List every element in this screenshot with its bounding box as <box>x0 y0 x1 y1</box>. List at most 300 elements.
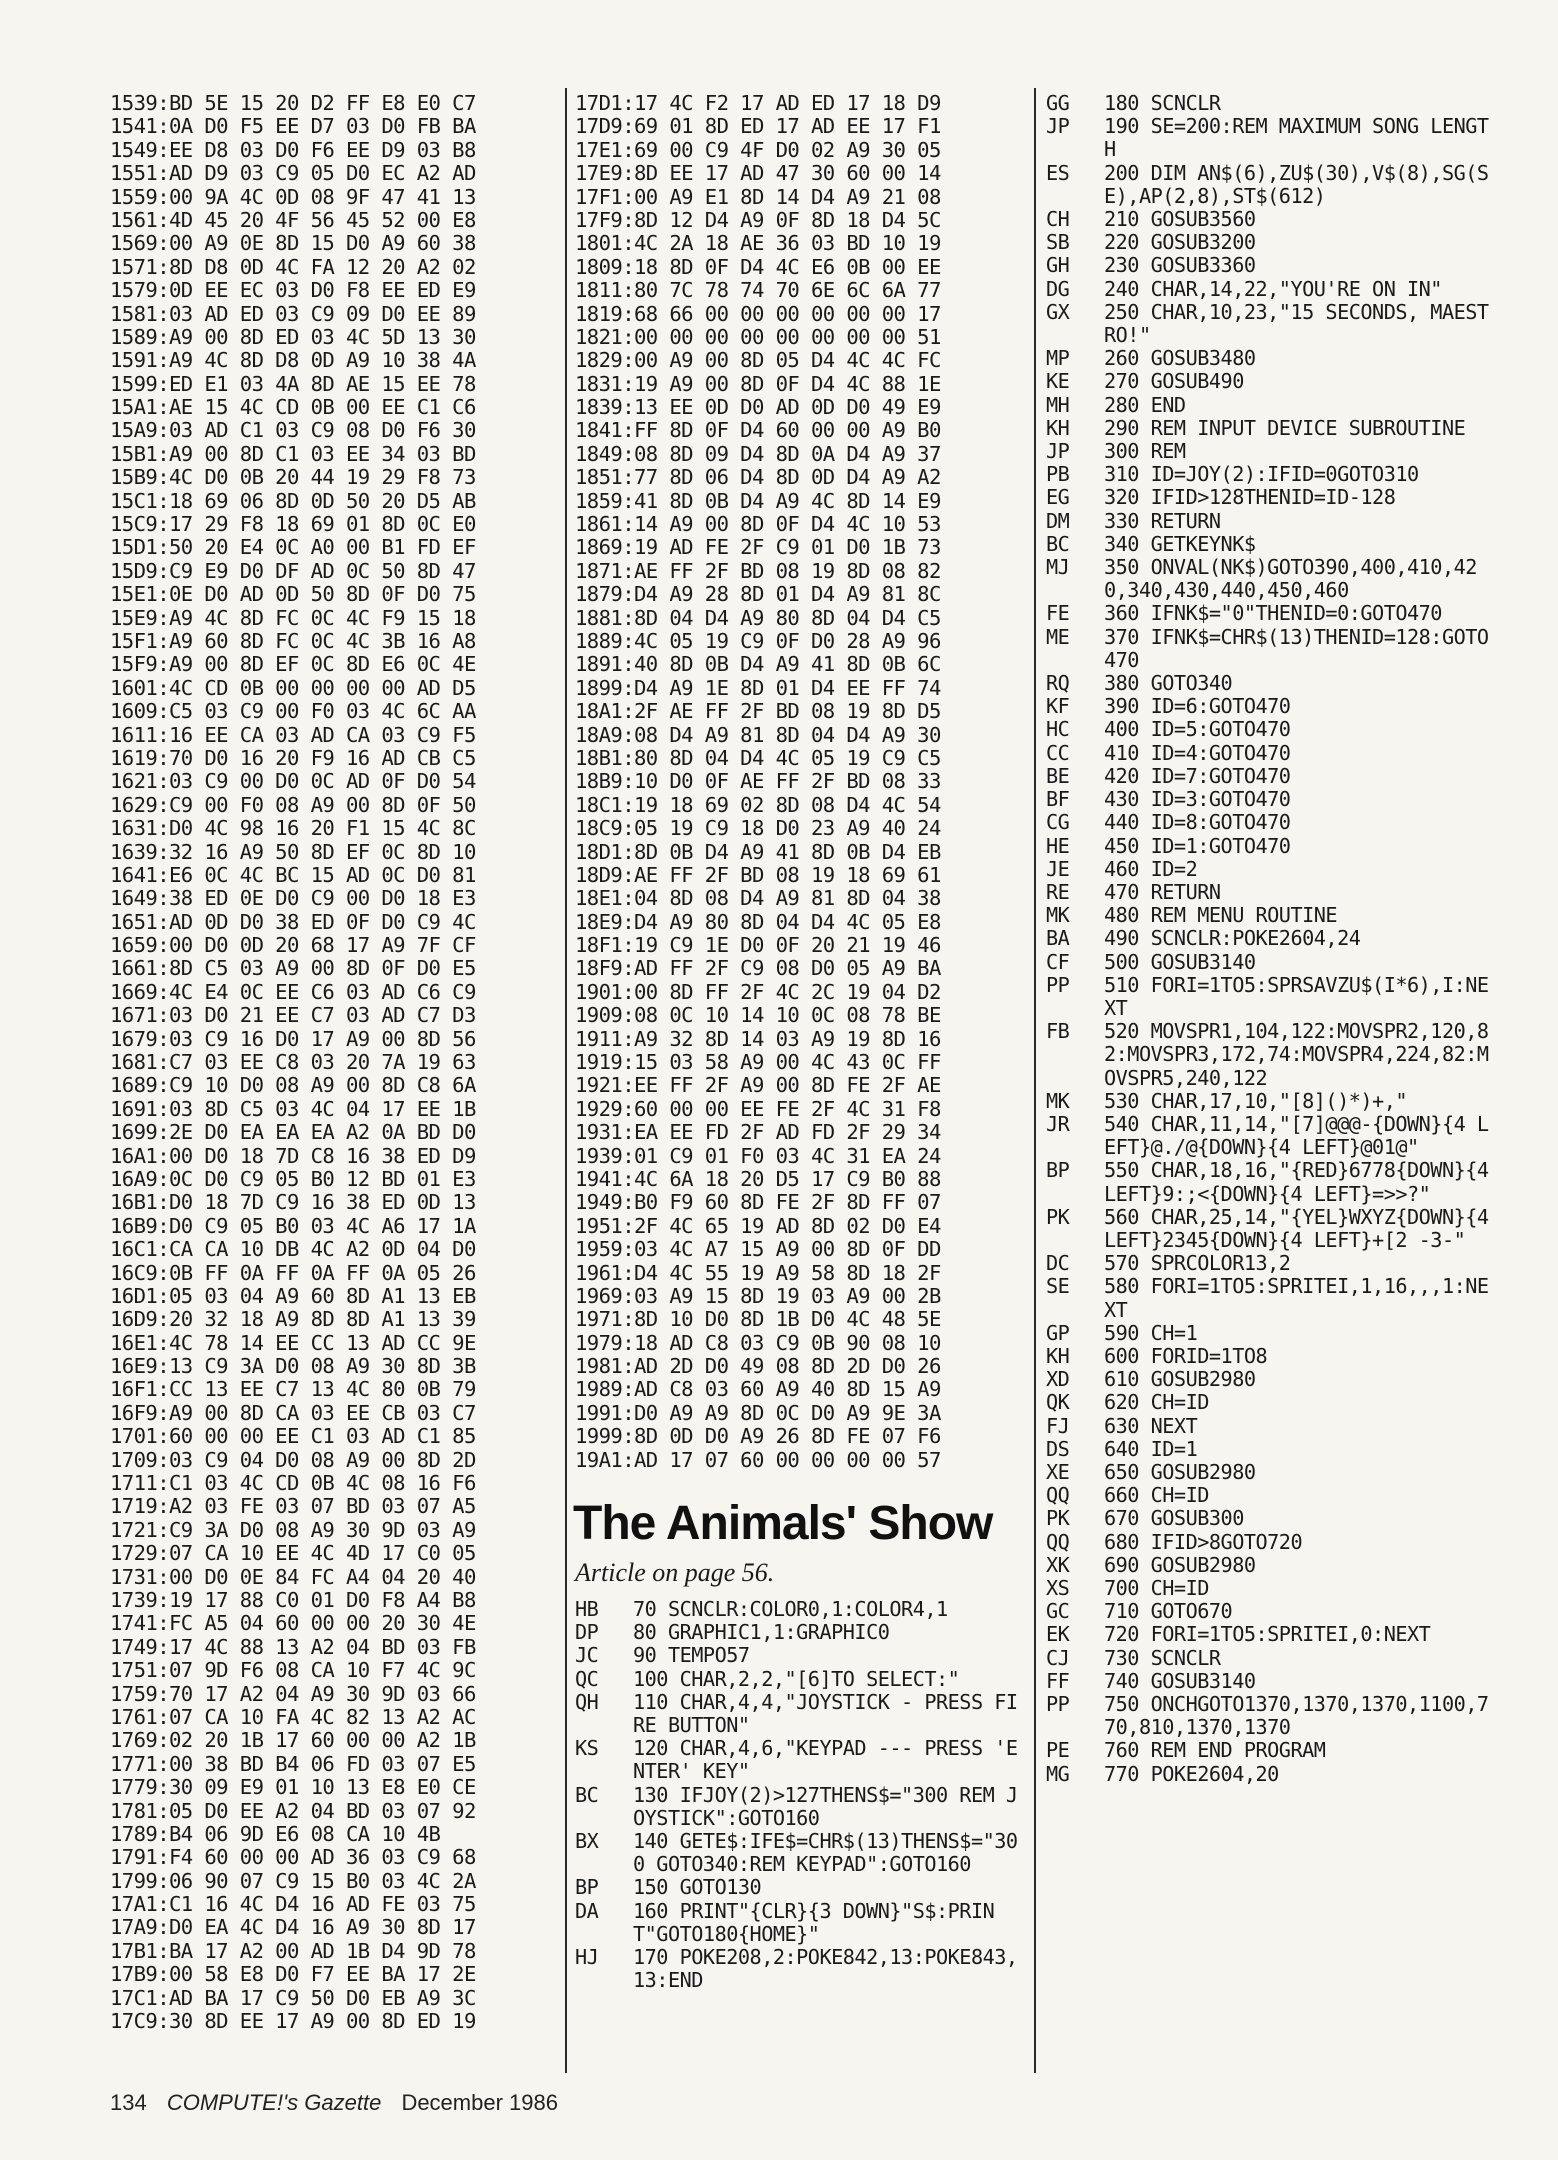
checksum: QQ <box>1046 1483 1070 1508</box>
hex-listing-column-1 <box>110 92 552 2033</box>
code-line <box>1046 626 1496 672</box>
code-line <box>1046 904 1496 927</box>
code-text: 730 SCNCLR <box>1104 1645 1221 1670</box>
hex-line: 1659:00 D0 0D 20 68 17 A9 7F CF <box>110 934 476 958</box>
hex-line: 1629:C9 00 F0 08 A9 00 8D 0F 50 <box>110 793 476 817</box>
hex-line: 1911:A9 32 8D 14 03 A9 19 8D 16 <box>575 1027 941 1051</box>
hex-line: 1619:70 D0 16 20 F9 16 AD CB C5 <box>110 746 476 770</box>
code-line <box>1046 1623 1496 1646</box>
code-text: 610 GOSUB2980 <box>1104 1367 1256 1392</box>
code-text: 450 ID=1:GOTO470 <box>1104 833 1291 858</box>
code-line <box>1046 811 1496 834</box>
hex-line: 16B9:D0 C9 05 B0 03 4C A6 17 1A <box>110 1214 476 1238</box>
code-line <box>575 1668 1027 1691</box>
hex-line: 1719:A2 03 FE 03 07 BD 03 07 A5 <box>110 1495 476 1519</box>
checksum: CC <box>1046 740 1070 765</box>
hex-line: 1809:18 8D 0F D4 4C E6 0B 00 EE <box>575 255 941 279</box>
code-text: 670 GOSUB300 <box>1104 1506 1244 1531</box>
checksum: PB <box>1046 462 1070 487</box>
page-footer <box>110 2090 558 2116</box>
hex-line: 18B9:10 D0 0F AE FF 2F BD 08 33 <box>575 770 941 794</box>
hex-line: 1549:EE D8 03 D0 F6 EE D9 03 B8 <box>110 138 476 162</box>
checksum: RQ <box>1046 671 1070 696</box>
code-line <box>1046 765 1496 788</box>
hex-line: 18C1:19 18 69 02 8D 08 D4 4C 54 <box>575 793 941 817</box>
hex-line: 16C1:CA CA 10 DB 4C A2 0D 04 D0 <box>110 1238 476 1262</box>
code-text: 100 CHAR,2,2,"[6]TO SELECT:" <box>633 1666 960 1691</box>
hex-line: 16E9:13 C9 3A D0 08 A9 30 8D 3B <box>110 1355 476 1379</box>
code-line <box>1046 510 1496 533</box>
checksum: KE <box>1046 369 1070 394</box>
hex-line: 1639:32 16 A9 50 8D EF 0C 8D 10 <box>110 840 476 864</box>
code-line <box>1046 1531 1496 1554</box>
code-line <box>1046 927 1496 950</box>
column-divider-right <box>1034 88 1036 2073</box>
code-text: 520 MOVSPR1,104,122:MOVSPR2,120,82:MOVSPR3,172,74:MOVSPR4,224,82:MOVSPR5,240,122 <box>1104 1019 1489 1090</box>
hex-line: 17B9:00 58 E8 D0 F7 EE BA 17 2E <box>110 1963 476 1987</box>
code-text: 330 RETURN <box>1104 508 1221 533</box>
hex-line: 17D9:69 01 8D ED 17 AD EE 17 F1 <box>575 115 941 139</box>
code-line <box>1046 1670 1496 1693</box>
hex-line: 1799:06 90 07 C9 15 B0 03 4C 2A <box>110 1869 476 1893</box>
hex-line: 1761:07 CA 10 FA 4C 82 13 A2 AC <box>110 1705 476 1729</box>
code-line <box>1046 533 1496 556</box>
code-text: 250 CHAR,10,23,"15 SECONDS, MAESTRO!" <box>1104 299 1489 348</box>
checksum: CG <box>1046 810 1070 835</box>
code-line <box>1046 1252 1496 1275</box>
hex-line: 1881:8D 04 D4 A9 80 8D 04 D4 C5 <box>575 606 941 630</box>
hex-line: 1991:D0 A9 A9 8D 0C D0 A9 9E 3A <box>575 1401 941 1425</box>
checksum: PK <box>1046 1506 1070 1531</box>
code-text: 430 ID=3:GOTO470 <box>1104 787 1291 812</box>
hex-line: 16A1:00 D0 18 7D C8 16 38 ED D9 <box>110 1144 476 1168</box>
code-text: 510 FORI=1TO5:SPRSAVZU$(I*6),I:NEXT <box>1104 972 1489 1020</box>
code-line <box>575 1621 1027 1644</box>
checksum: KS <box>575 1736 599 1761</box>
hex-line: 1571:8D D8 0D 4C FA 12 20 A2 02 <box>110 255 476 279</box>
code-line <box>1046 742 1496 765</box>
hex-line: 1621:03 C9 00 D0 0C AD 0F D0 54 <box>110 770 476 794</box>
hex-line: 1831:19 A9 00 8D 0F D4 4C 88 1E <box>575 372 941 396</box>
hex-line: 1901:00 8D FF 2F 4C 2C 19 04 D2 <box>575 980 941 1004</box>
checksum: FF <box>1046 1668 1070 1693</box>
code-text: 460 ID=2 <box>1104 856 1198 881</box>
hex-line: 1841:FF 8D 0F D4 60 00 00 A9 B0 <box>575 419 941 443</box>
hex-line: 1731:00 D0 0E 84 FC A4 04 20 40 <box>110 1565 476 1589</box>
hex-line: 1609:C5 03 C9 00 F0 03 4C 6C AA <box>110 700 476 724</box>
hex-line: 1909:08 0C 10 14 10 0C 08 78 BE <box>575 1004 941 1028</box>
code-line <box>575 1598 1027 1621</box>
checksum: GH <box>1046 253 1070 278</box>
code-text: 630 NEXT <box>1104 1413 1198 1438</box>
code-text: 560 CHAR,25,14,"{YEL}WXYZ{DOWN}{4 LEFT}2345{DOWN}{4 LEFT}+[2 -3-" <box>1104 1204 1501 1252</box>
checksum: DC <box>1046 1251 1070 1276</box>
hex-line: 1921:EE FF 2F A9 00 8D FE 2F AE <box>575 1074 941 1098</box>
code-line <box>575 1644 1027 1667</box>
hex-line: 17A9:D0 EA 4C D4 16 A9 30 8D 17 <box>110 1916 476 1940</box>
hex-line: 1961:D4 4C 55 19 A9 58 8D 18 2F <box>575 1261 941 1285</box>
hex-line: 1829:00 A9 00 8D 05 D4 4C 4C FC <box>575 349 941 373</box>
hex-line: 17A1:C1 16 4C D4 16 AD FE 03 75 <box>110 1893 476 1917</box>
code-line <box>1046 881 1496 904</box>
code-line <box>1046 1113 1496 1159</box>
checksum: QK <box>1046 1390 1070 1415</box>
checksum: MK <box>1046 903 1070 928</box>
code-line <box>1046 951 1496 974</box>
hex-line: 1879:D4 A9 28 8D 01 D4 A9 81 8C <box>575 583 941 607</box>
hex-line: 1559:00 9A 4C 0D 08 9F 47 41 13 <box>110 185 476 209</box>
hex-line: 1971:8D 10 D0 8D 1B D0 4C 48 5E <box>575 1308 941 1332</box>
hex-line: 15F9:A9 00 8D EF 0C 8D E6 0C 4E <box>110 653 476 677</box>
code-line <box>1046 162 1496 208</box>
code-line <box>1046 1368 1496 1391</box>
code-text: 170 POKE208,2:POKE842,13:POKE843,13:END <box>633 1945 1018 1993</box>
code-line <box>1046 1647 1496 1670</box>
hex-line: 1701:60 00 00 EE C1 03 AD C1 85 <box>110 1425 476 1449</box>
hex-line: 15B9:4C D0 0B 20 44 19 29 F8 73 <box>110 466 476 490</box>
hex-line: 1931:EA EE FD 2F AD FD 2F 29 34 <box>575 1121 941 1145</box>
hex-line: 1929:60 00 00 EE FE 2F 4C 31 F8 <box>575 1097 941 1121</box>
hex-line: 1861:14 A9 00 8D 0F D4 4C 10 53 <box>575 513 941 537</box>
code-line <box>1046 602 1496 625</box>
code-line <box>1046 1484 1496 1507</box>
hex-line: 1869:19 AD FE 2F C9 01 D0 1B 73 <box>575 536 941 560</box>
code-text: 270 GOSUB490 <box>1104 369 1244 394</box>
hex-line: 1641:E6 0C 4C BC 15 AD 0C D0 81 <box>110 863 476 887</box>
hex-line: 18A9:08 D4 A9 81 8D 04 D4 A9 30 <box>575 723 941 747</box>
code-line <box>575 1876 1027 1899</box>
code-line <box>575 1784 1027 1830</box>
magazine-name: COMPUTE!'s Gazette <box>166 2090 382 2115</box>
code-text: 110 CHAR,4,4,"JOYSTICK - PRESS FIRE BUTTON" <box>633 1689 1018 1738</box>
code-line <box>1046 1461 1496 1484</box>
page-number: 134 <box>110 2090 147 2115</box>
checksum: GG <box>1046 91 1070 115</box>
hex-line: 1819:68 66 00 00 00 00 00 00 17 <box>575 302 941 326</box>
code-line <box>1046 1763 1496 1786</box>
hex-line: 1539:BD 5E 15 20 D2 FF E8 E0 C7 <box>110 92 476 115</box>
hex-line: 16F1:CC 13 EE C7 13 4C 80 0B 79 <box>110 1378 476 1402</box>
hex-line: 16A9:0C D0 C9 05 B0 12 BD 01 E3 <box>110 1167 476 1191</box>
code-text: 280 END <box>1104 392 1186 417</box>
checksum: KH <box>1046 415 1070 440</box>
code-line <box>1046 463 1496 486</box>
hex-line: 1579:0D EE EC 03 D0 F8 EE ED E9 <box>110 279 476 303</box>
code-text: 340 GETKEYNK$ <box>1104 531 1256 556</box>
code-line <box>575 1737 1027 1783</box>
code-line <box>1046 1322 1496 1345</box>
checksum: JP <box>1046 439 1070 464</box>
code-text: 230 GOSUB3360 <box>1104 253 1256 278</box>
code-line <box>1046 718 1496 741</box>
hex-line: 17E9:8D EE 17 AD 47 30 60 00 14 <box>575 162 941 186</box>
code-text: 580 FORI=1TO5:SPRITEI,1,16,,,1:NEXT <box>1104 1274 1489 1322</box>
code-line <box>1046 370 1496 393</box>
checksum: HE <box>1046 833 1070 858</box>
code-line <box>1046 440 1496 463</box>
checksum: RE <box>1046 879 1070 904</box>
code-line <box>575 1830 1027 1876</box>
hex-line: 18A1:2F AE FF 2F BD 08 19 8D D5 <box>575 700 941 724</box>
hex-line: 15D1:50 20 E4 0C A0 00 B1 FD EF <box>110 536 476 560</box>
checksum: PK <box>1046 1204 1070 1229</box>
checksum: GX <box>1046 299 1070 324</box>
checksum: HB <box>575 1597 599 1622</box>
hex-line: 15C1:18 69 06 8D 0D 50 20 D5 AB <box>110 489 476 513</box>
checksum: XD <box>1046 1367 1070 1392</box>
code-text: 530 CHAR,17,10,"[8]()*)+," <box>1104 1088 1408 1113</box>
hex-line: 1631:D0 4C 98 16 20 F1 15 4C 8C <box>110 817 476 841</box>
checksum: QQ <box>1046 1529 1070 1554</box>
code-text: 380 GOTO340 <box>1104 671 1233 696</box>
checksum: ES <box>1046 160 1070 185</box>
code-text: 500 GOSUB3140 <box>1104 949 1256 974</box>
hex-line: 1721:C9 3A D0 08 A9 30 9D 03 A9 <box>110 1518 476 1542</box>
code-line <box>1046 1415 1496 1438</box>
hex-line: 1771:00 38 BD B4 06 FD 03 07 E5 <box>110 1752 476 1776</box>
code-text: 320 IFID>128THENID=ID-128 <box>1104 485 1396 510</box>
hex-line: 1589:A9 00 8D ED 03 4C 5D 13 30 <box>110 325 476 349</box>
code-text: 90 TEMPO57 <box>633 1643 750 1668</box>
code-text: 760 REM END PROGRAM <box>1104 1738 1326 1763</box>
checksum: DS <box>1046 1436 1070 1461</box>
checksum: BE <box>1046 763 1070 788</box>
checksum: MJ <box>1046 555 1070 580</box>
checksum: XS <box>1046 1576 1070 1600</box>
checksum: HJ <box>575 1945 599 1970</box>
code-line <box>1046 1090 1496 1113</box>
hex-line: 17B1:BA 17 A2 00 AD 1B D4 9D 78 <box>110 1939 476 1963</box>
hex-line: 15C9:17 29 F8 18 69 01 8D 0C E0 <box>110 513 476 537</box>
code-text: 710 GOTO670 <box>1104 1599 1233 1624</box>
checksum: FJ <box>1046 1413 1070 1438</box>
code-line <box>1046 1507 1496 1530</box>
checksum: PE <box>1046 1738 1070 1763</box>
code-text: 650 GOSUB2980 <box>1104 1459 1256 1484</box>
checksum: BX <box>575 1829 599 1854</box>
checksum: JE <box>1046 856 1070 881</box>
code-line <box>575 1691 1027 1737</box>
code-line <box>1046 1438 1496 1461</box>
checksum: GC <box>1046 1599 1070 1624</box>
code-line <box>1046 1020 1496 1090</box>
hex-line: 16D1:05 03 04 A9 60 8D A1 13 EB <box>110 1284 476 1308</box>
code-text: 200 DIM AN$(6),ZU$(30),V$(8),SG(SE),AP(2,8),ST$(612) <box>1104 160 1489 208</box>
hex-line: 1661:8D C5 03 A9 00 8D 0F D0 E5 <box>110 957 476 981</box>
code-line <box>1046 835 1496 858</box>
hex-line: 1919:15 03 58 A9 00 4C 43 0C FF <box>575 1051 941 1075</box>
article-title: The Animals' Show <box>573 1497 993 1551</box>
hex-line: 18E9:D4 A9 80 8D 04 D4 4C 05 E8 <box>575 910 941 934</box>
code-line <box>575 1946 1027 1992</box>
hex-line: 1581:03 AD ED 03 C9 09 D0 EE 89 <box>110 302 476 326</box>
hex-line: 1591:A9 4C 8D D8 0D A9 10 38 4A <box>110 349 476 373</box>
code-text: 640 ID=1 <box>1104 1436 1198 1461</box>
code-text: 180 SCNCLR <box>1104 91 1221 115</box>
code-line <box>1046 417 1496 440</box>
code-text: 590 CH=1 <box>1104 1320 1198 1345</box>
hex-line: 16C9:0B FF 0A FF 0A FF 0A 05 26 <box>110 1261 476 1285</box>
code-text: 690 GOSUB2980 <box>1104 1552 1256 1577</box>
hex-line: 15A9:03 AD C1 03 C9 08 D0 F6 30 <box>110 419 476 443</box>
hex-line: 1711:C1 03 4C CD 0B 4C 08 16 F6 <box>110 1472 476 1496</box>
checksum: DP <box>575 1620 599 1645</box>
checksum: GP <box>1046 1320 1070 1345</box>
hex-line: 1859:41 8D 0B D4 A9 4C 8D 14 E9 <box>575 489 941 513</box>
hex-line: 1889:4C 05 19 C9 0F D0 28 A9 96 <box>575 629 941 653</box>
hex-line: 1959:03 4C A7 15 A9 00 8D 0F DD <box>575 1238 941 1262</box>
code-text: 190 SE=200:REM MAXIMUM SONG LENGTH <box>1104 114 1489 162</box>
hex-line: 17F9:8D 12 D4 A9 0F 8D 18 D4 5C <box>575 208 941 232</box>
checksum: BF <box>1046 787 1070 812</box>
checksum: HC <box>1046 717 1070 742</box>
hex-line: 1689:C9 10 D0 08 A9 00 8D C8 6A <box>110 1074 476 1098</box>
hex-line: 1851:77 8D 06 D4 8D 0D D4 A9 A2 <box>575 466 941 490</box>
checksum: FE <box>1046 601 1070 626</box>
code-line <box>1046 208 1496 231</box>
hex-line: 1781:05 D0 EE A2 04 BD 03 07 92 <box>110 1799 476 1823</box>
checksum: KH <box>1046 1343 1070 1368</box>
hex-line: 1741:FC A5 04 60 00 00 20 30 4E <box>110 1612 476 1636</box>
hex-line: 1871:AE FF 2F BD 08 19 8D 08 82 <box>575 559 941 583</box>
code-text: 370 IFNK$=CHR$(13)THENID=128:GOTO470 <box>1104 624 1489 672</box>
hex-line: 19A1:AD 17 07 60 00 00 00 00 57 <box>575 1448 941 1472</box>
hex-line: 1849:08 8D 09 D4 8D 0A D4 A9 37 <box>575 442 941 466</box>
article-reference: Article on page 56. <box>575 1558 775 1588</box>
code-text: 360 IFNK$="0"THENID=0:GOTO470 <box>1104 601 1442 626</box>
hex-line: 1739:19 17 88 C0 01 D0 F8 A4 B8 <box>110 1589 476 1612</box>
checksum: BC <box>1046 531 1070 556</box>
hex-line: 17E1:69 00 C9 4F D0 02 A9 30 05 <box>575 138 941 162</box>
checksum: JC <box>575 1643 599 1668</box>
code-text: 140 GETE$:IFE$=CHR$(13)THENS$="300 GOTO340:REM KEYPAD":GOTO160 <box>633 1829 1018 1877</box>
code-text: 660 CH=ID <box>1104 1483 1209 1508</box>
hex-line: 1949:B0 F9 60 8D FE 2F 8D FF 07 <box>575 1191 941 1215</box>
code-line <box>1046 486 1496 509</box>
code-line <box>1046 858 1496 881</box>
checksum: PP <box>1046 972 1070 997</box>
basic-listing-column-2 <box>575 1598 1027 1992</box>
hex-line: 15D9:C9 E9 D0 DF AD 0C 50 8D 47 <box>110 559 476 583</box>
code-line <box>1046 1345 1496 1368</box>
hex-line: 1551:AD D9 03 C9 05 D0 EC A2 AD <box>110 162 476 186</box>
code-line <box>1046 788 1496 811</box>
checksum: SB <box>1046 230 1070 255</box>
hex-line: 17D1:17 4C F2 17 AD ED 17 18 D9 <box>575 92 941 115</box>
hex-line: 1649:38 ED 0E D0 C9 00 D0 18 E3 <box>110 887 476 911</box>
checksum: DA <box>575 1898 599 1923</box>
hex-line: 17C1:AD BA 17 C9 50 D0 EB A9 3C <box>110 1986 476 2010</box>
hex-line: 1821:00 00 00 00 00 00 00 00 51 <box>575 325 941 349</box>
code-text: 740 GOSUB3140 <box>1104 1668 1256 1693</box>
hex-line: 1899:D4 A9 1E 8D 01 D4 EE FF 74 <box>575 676 941 700</box>
code-line <box>1046 1275 1496 1321</box>
hex-line: 1709:03 C9 04 D0 08 A9 00 8D 2D <box>110 1448 476 1472</box>
hex-line: 1599:ED E1 03 4A 8D AE 15 EE 78 <box>110 372 476 396</box>
code-line <box>1046 1739 1496 1762</box>
hex-line: 15F1:A9 60 8D FC 0C 4C 3B 16 A8 <box>110 629 476 653</box>
code-text: 770 POKE2604,20 <box>1104 1761 1279 1786</box>
checksum: MG <box>1046 1761 1070 1786</box>
checksum: MK <box>1046 1088 1070 1113</box>
checksum: QC <box>575 1666 599 1691</box>
hex-line: 1839:13 EE 0D D0 AD 0D D0 49 E9 <box>575 396 941 420</box>
hex-line: 15E1:0E D0 AD 0D 50 8D 0F D0 75 <box>110 583 476 607</box>
checksum: BC <box>575 1782 599 1807</box>
hex-line: 16D9:20 32 18 A9 8D 8D A1 13 39 <box>110 1308 476 1332</box>
code-text: 70 SCNCLR:COLOR0,1:COLOR4,1 <box>633 1597 948 1622</box>
column-divider-left <box>565 88 567 2073</box>
hex-line: 1941:4C 6A 18 20 D5 17 C9 B0 88 <box>575 1167 941 1191</box>
hex-line: 1769:02 20 1B 17 60 00 00 A2 1B <box>110 1729 476 1753</box>
code-text: 490 SCNCLR:POKE2604,24 <box>1104 926 1361 951</box>
checksum: PP <box>1046 1692 1070 1717</box>
hex-line: 18D9:AE FF 2F BD 08 19 18 69 61 <box>575 863 941 887</box>
hex-line: 17C9:30 8D EE 17 A9 00 8D ED 19 <box>110 2010 476 2034</box>
code-text: 480 REM MENU ROUTINE <box>1104 903 1338 928</box>
listing-column-2 <box>575 92 1027 1993</box>
checksum: KF <box>1046 694 1070 719</box>
code-line <box>1046 1391 1496 1414</box>
checksum: DM <box>1046 508 1070 533</box>
hex-line: 18C9:05 19 C9 18 D0 23 A9 40 24 <box>575 817 941 841</box>
checksum: XK <box>1046 1552 1070 1577</box>
code-text: 400 ID=5:GOTO470 <box>1104 717 1291 742</box>
checksum: EG <box>1046 485 1070 510</box>
code-text: 240 CHAR,14,22,"YOU'RE ON IN" <box>1104 276 1442 301</box>
hex-line: 15B1:A9 00 8D C1 03 EE 34 03 BD <box>110 442 476 466</box>
code-text: 390 ID=6:GOTO470 <box>1104 694 1291 719</box>
code-line <box>1046 1693 1496 1739</box>
hex-line: 18B1:80 8D 04 D4 4C 05 19 C9 C5 <box>575 746 941 770</box>
code-text: 160 PRINT"{CLR}{3 DOWN}"S$:PRINT"GOTO180{HOME}" <box>633 1898 995 1946</box>
hex-line: 1969:03 A9 15 8D 19 03 A9 00 2B <box>575 1284 941 1308</box>
checksum: DG <box>1046 276 1070 301</box>
issue-date: December 1986 <box>401 2090 558 2115</box>
code-line <box>1046 1204 1501 1252</box>
code-text: 600 FORID=1TO8 <box>1104 1343 1268 1368</box>
hex-line: 1691:03 8D C5 03 4C 04 17 EE 1B <box>110 1097 476 1121</box>
code-line <box>1046 1158 1501 1206</box>
hex-line: 15E9:A9 4C 8D FC 0C 4C F9 15 18 <box>110 606 476 630</box>
hex-line: 1791:F4 60 00 00 AD 36 03 C9 68 <box>110 1846 476 1870</box>
basic-listing-column-3 <box>1046 91 1501 1786</box>
checksum: BP <box>1046 1158 1070 1183</box>
hex-line: 18D1:8D 0B D4 A9 41 8D 0B D4 EB <box>575 840 941 864</box>
hex-line: 1541:0A D0 F5 EE D7 03 D0 FB BA <box>110 115 476 139</box>
hex-line: 1569:00 A9 0E 8D 15 D0 A9 60 38 <box>110 232 476 256</box>
code-text: 540 CHAR,11,14,"[7]@@@-{DOWN}{4 LEFT}@./@{DOWN}{4 LEFT}@01@" <box>1104 1111 1489 1160</box>
hex-line: 1611:16 EE CA 03 AD CA 03 C9 F5 <box>110 723 476 747</box>
code-text: 300 REM <box>1104 439 1186 464</box>
code-line <box>1046 1600 1496 1623</box>
hex-line: 18F9:AD FF 2F C9 08 D0 05 A9 BA <box>575 957 941 981</box>
code-text: 620 CH=ID <box>1104 1390 1209 1415</box>
hex-line: 1679:03 C9 16 D0 17 A9 00 8D 56 <box>110 1027 476 1051</box>
code-text: 680 IFID>8GOTO720 <box>1104 1529 1303 1554</box>
code-text: 210 GOSUB3560 <box>1104 207 1256 232</box>
checksum: EK <box>1046 1622 1070 1647</box>
checksum: FB <box>1046 1019 1070 1044</box>
code-line <box>1046 974 1496 1020</box>
hex-line: 1779:30 09 E9 01 10 13 E8 E0 CE <box>110 1776 476 1800</box>
hex-line: 18E1:04 8D 08 D4 A9 81 8D 04 38 <box>575 887 941 911</box>
hex-line: 1749:17 4C 88 13 A2 04 BD 03 FB <box>110 1635 476 1659</box>
checksum: CJ <box>1046 1645 1070 1670</box>
hex-line: 1699:2E D0 EA EA EA A2 0A BD D0 <box>110 1121 476 1145</box>
code-line <box>1046 695 1496 718</box>
code-line <box>575 1900 1027 1946</box>
